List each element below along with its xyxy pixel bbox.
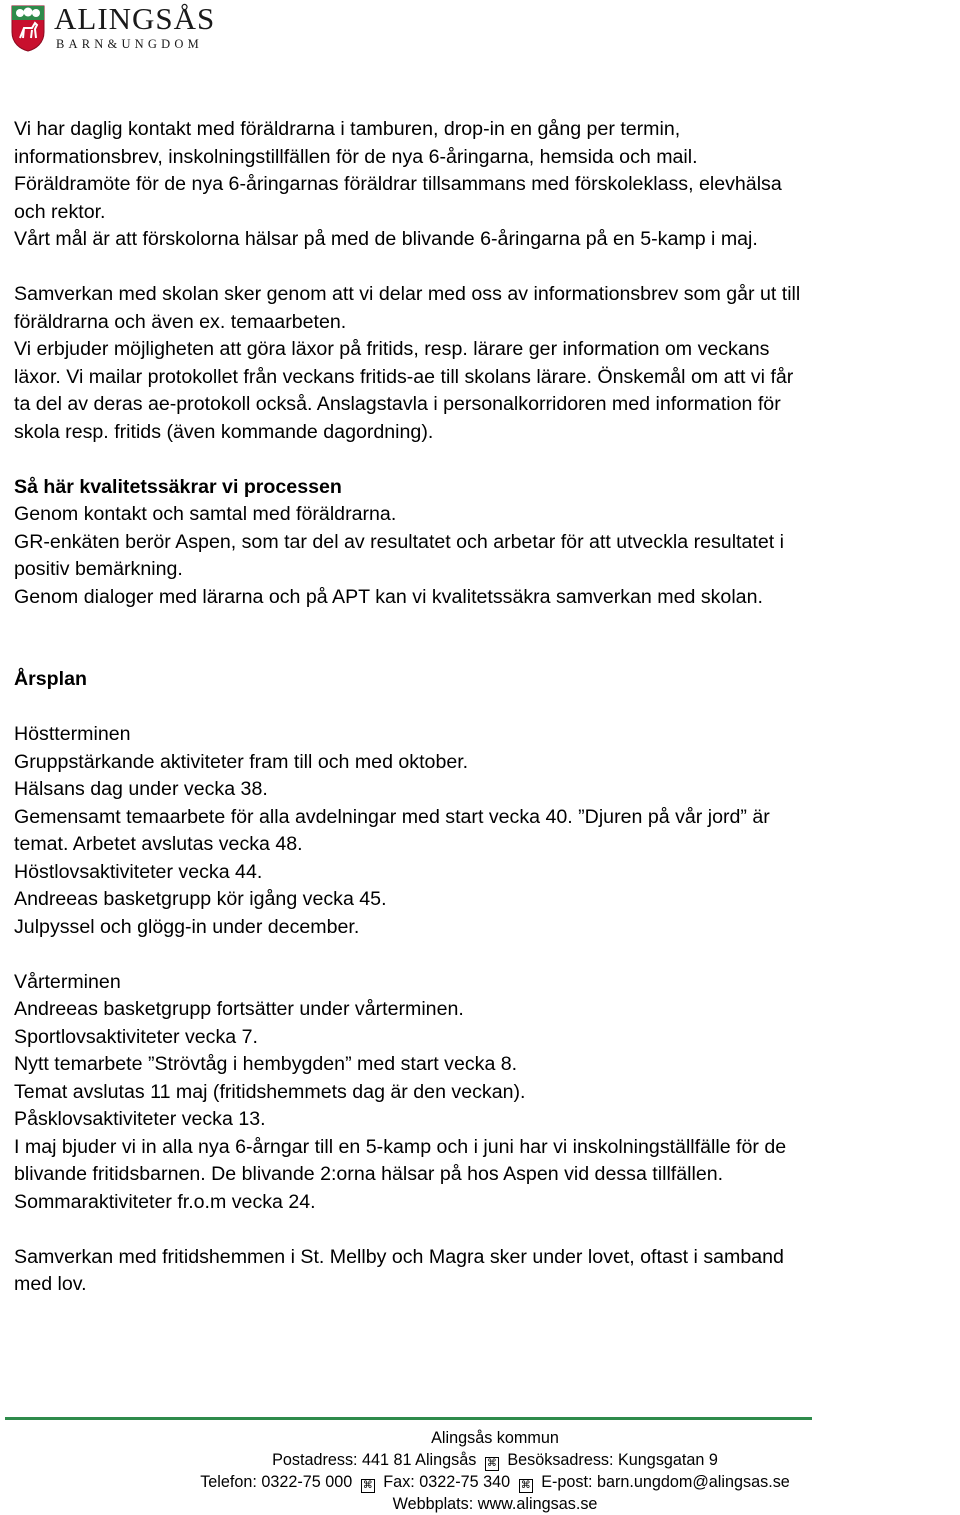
plan-item: Nytt temarbete ”Strövtåg i hembygden” med start vecka 8. <box>14 1053 518 1075</box>
plan-item: Sportlovsaktiviteter vecka 7. <box>14 1025 258 1048</box>
document-body <box>14 116 960 1299</box>
paragraph-line: Vi har daglig kontakt med föräldrarna i tamburen, drop-in en gång per termin, <box>14 118 681 140</box>
plan-item: I maj bjuder vi in alla nya 6-årngar till en 5-kamp och i juni har vi inskolningställfälle för de <box>14 1135 787 1158</box>
paragraph-line: positiv bemärkning. <box>14 558 183 580</box>
paragraph-line: Samverkan med fritidshemmen i St. Mellby och Magra sker under lovet, oftast i samband <box>14 1245 784 1268</box>
term-title: Höstterminen <box>14 723 131 745</box>
section-heading: Årsplan <box>14 668 87 690</box>
term-title: Vårterminen <box>14 970 121 993</box>
separator-icon: ⌘ <box>486 1458 497 1469</box>
paragraph-line: Vi erbjuder möjligheten att göra läxor på fritids, resp. lärare ger information om veckans <box>14 338 770 360</box>
separator-icon: ⌘ <box>520 1480 531 1491</box>
paragraph-line: GR-enkäten berör Aspen, som tar del av resultatet och arbetar för att utveckla resultatet i <box>14 530 784 553</box>
plan-item: Gemensamt temaarbete för alla avdelningar med start vecka 40. ”Djuren på vår jord” är <box>14 805 770 828</box>
paragraph-line: och rektor. <box>14 200 106 223</box>
paragraph-line: skola resp. fritids (även kommande dagordning). <box>14 420 434 443</box>
footer-divider <box>5 1417 812 1420</box>
paragraph-line: informationsbrev, inskolningstillfällen för de nya 6-åringarna, hemsida och mail. <box>14 145 698 168</box>
plan-item: Gruppstärkande aktiviteter fram till och med oktober. <box>14 750 469 773</box>
annual-plan-section <box>14 666 960 1299</box>
plan-item: Sommaraktiviteter fr.o.m vecka 24. <box>14 1190 316 1213</box>
plan-item: Julpyssel och glögg-in under december. <box>14 915 360 938</box>
plan-item: Temat avslutas 11 maj (fritidshemmets dag är den veckan). <box>14 1080 526 1103</box>
paragraph-line: med lov. <box>14 1273 87 1295</box>
paragraph-line: Samverkan med skolan sker genom att vi delar med oss av informationsbrev som går ut till <box>14 283 801 305</box>
footer-address-line <box>0 1449 960 1471</box>
intro-paragraph <box>14 116 960 254</box>
spring-term <box>14 969 960 1217</box>
footer-website-link[interactable]: Webbplats: www.alingsas.se <box>392 1495 598 1513</box>
footer-fax: Fax: 0322-75 340 <box>383 1473 511 1491</box>
footer-contact-line <box>0 1471 960 1493</box>
footer <box>0 1427 960 1515</box>
paragraph-line: läxor. Vi mailar protokollet från veckans fritids-ae till skolans lärare. Önskemål om att vi får <box>14 365 794 388</box>
footer-org: Alingsås kommun <box>431 1429 559 1447</box>
org-department-logotype: BARN&UNGDOM <box>56 37 203 51</box>
footer-email-link[interactable]: E-post: barn.ungdom@alingsas.se <box>541 1473 790 1491</box>
section-heading: Så här kvalitetssäkrar vi processen <box>14 475 342 498</box>
footer-postal: Postadress: 441 81 Alingsås <box>272 1451 477 1469</box>
paragraph-line: Genom kontakt och samtal med föräldrarna. <box>14 503 397 525</box>
paragraph-line: ta del av deras ae-protokoll också. Anslagstavla i personalkorridoren med information för <box>14 393 781 415</box>
plan-item: Höstlovsaktiviteter vecka 44. <box>14 860 263 883</box>
paragraph-line: Vårt mål är att förskolorna hälsar på med de blivande 6-åringarna på en 5-kamp i maj. <box>14 228 758 250</box>
header-logo <box>10 1 250 54</box>
paragraph-line: Föräldramöte för de nya 6-åringarnas föräldrar tillsammans med förskoleklass, elevhälsa <box>14 173 782 195</box>
paragraph-line: Genom dialoger med lärarna och på APT kan vi kvalitetssäkra samverkan med skolan. <box>14 585 763 608</box>
plan-item: Andreeas basketgrupp kör igång vecka 45. <box>14 888 387 910</box>
footer-phone: Telefon: 0322-75 000 <box>200 1473 353 1491</box>
coat-of-arms-icon <box>10 4 46 52</box>
separator-icon: ⌘ <box>362 1480 373 1491</box>
plan-item: temat. Arbetet avslutas vecka 48. <box>14 833 303 855</box>
closing-paragraph <box>14 1244 960 1299</box>
plan-item: Hälsans dag under vecka 38. <box>14 778 268 800</box>
autumn-term <box>14 721 960 941</box>
plan-item: Andreeas basketgrupp fortsätter under vårterminen. <box>14 998 464 1020</box>
quality-section <box>14 474 960 612</box>
org-name-logotype: ALINGSÅS <box>54 1 216 36</box>
footer-visit: Besöksadress: Kungsgatan 9 <box>507 1451 718 1469</box>
plan-item: Påsklovsaktiviteter vecka 13. <box>14 1108 266 1130</box>
plan-item: blivande fritidsbarnen. De blivande 2:orna hälsar på hos Aspen vid dessa tillfällen. <box>14 1163 724 1185</box>
school-cooperation-paragraph <box>14 281 960 446</box>
paragraph-line: föräldrarna och även ex. temaarbeten. <box>14 310 347 333</box>
